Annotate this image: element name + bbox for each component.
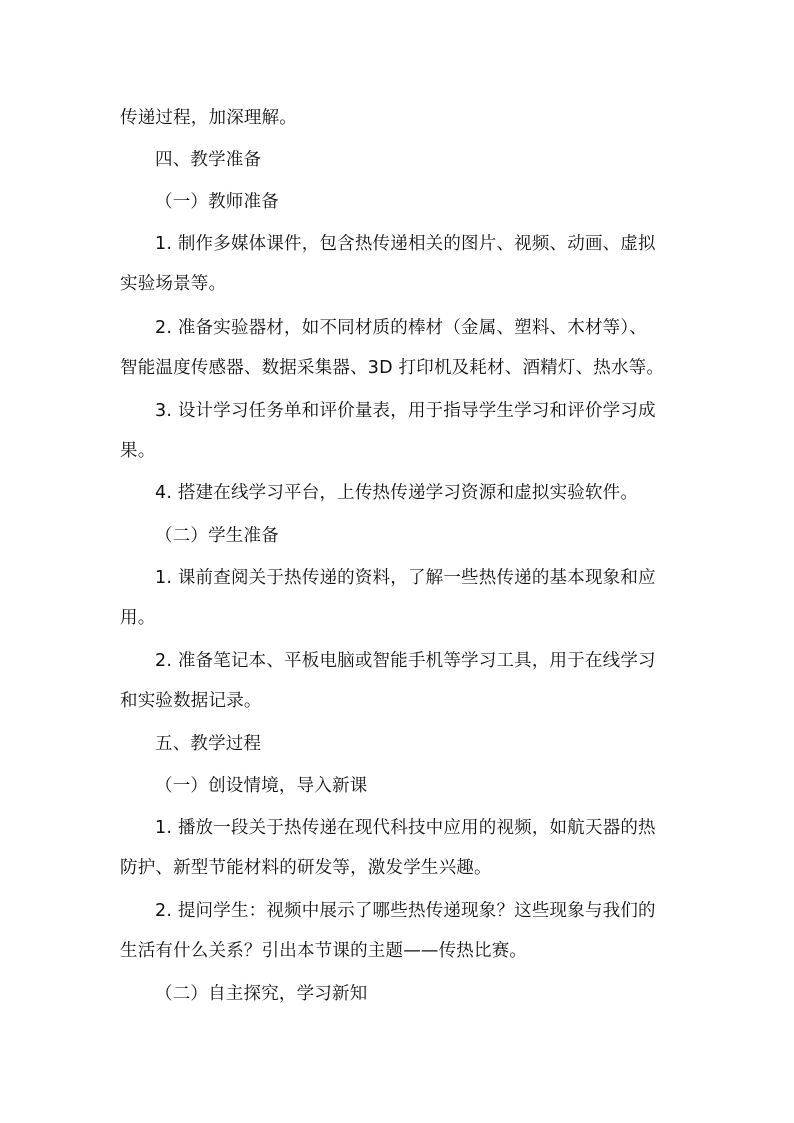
process-item-1-line-1: 1. 播放一段关于热传递在现代科技中应用的视频，如航天器的热: [155, 818, 656, 838]
paragraph-continuation: 传递过程，加深理解。: [120, 108, 297, 128]
teacher-item-2-line-1: 2. 准备实验器材，如不同材质的棒材（金属、塑料、木材等）、: [155, 318, 648, 338]
student-item-2-line-1: 2. 准备笔记本、平板电脑或智能手机等学习工具，用于在线学习: [155, 651, 656, 671]
teacher-item-1-line-1: 1. 制作多媒体课件，包含热传递相关的图片、视频、动画、虚拟: [155, 234, 656, 254]
process-item-2-line-1: 2. 提问学生：视频中展示了哪些热传递现象？这些现象与我们的: [155, 901, 656, 921]
subheading-self-exploration: （二）自主探究，学习新知: [155, 984, 368, 1004]
process-item-1-line-2: 防护、新型节能材料的研发等，激发学生兴趣。: [120, 858, 492, 878]
student-item-1-line-2: 用。: [120, 608, 156, 628]
section-heading-preparation: 四、教学准备: [155, 150, 262, 170]
subheading-teacher-preparation: （一）教师准备: [155, 192, 279, 212]
student-item-1-line-1: 1. 课前查阅关于热传递的资料，了解一些热传递的基本现象和应: [155, 568, 656, 588]
subheading-introduction: （一）创设情境，导入新课: [155, 776, 368, 796]
teacher-item-3-line-1: 3. 设计学习任务单和评价量表，用于指导学生学习和评价学习成: [155, 401, 656, 421]
student-item-2-line-2: 和实验数据记录。: [120, 691, 262, 711]
teacher-item-2-line-2: 智能温度传感器、数据采集器、3D 打印机及耗材、酒精灯、热水等。: [120, 358, 665, 378]
teacher-item-4: 4. 搭建在线学习平台，上传热传递学习资源和虚拟实验软件。: [155, 483, 639, 503]
teacher-item-3-line-2: 果。: [120, 441, 156, 461]
subheading-student-preparation: （二）学生准备: [155, 526, 279, 546]
teacher-item-1-line-2: 实验场景等。: [120, 274, 227, 294]
section-heading-process: 五、教学过程: [155, 734, 262, 754]
process-item-2-line-2: 生活有什么关系？引出本节课的主题——传热比赛。: [120, 941, 528, 961]
